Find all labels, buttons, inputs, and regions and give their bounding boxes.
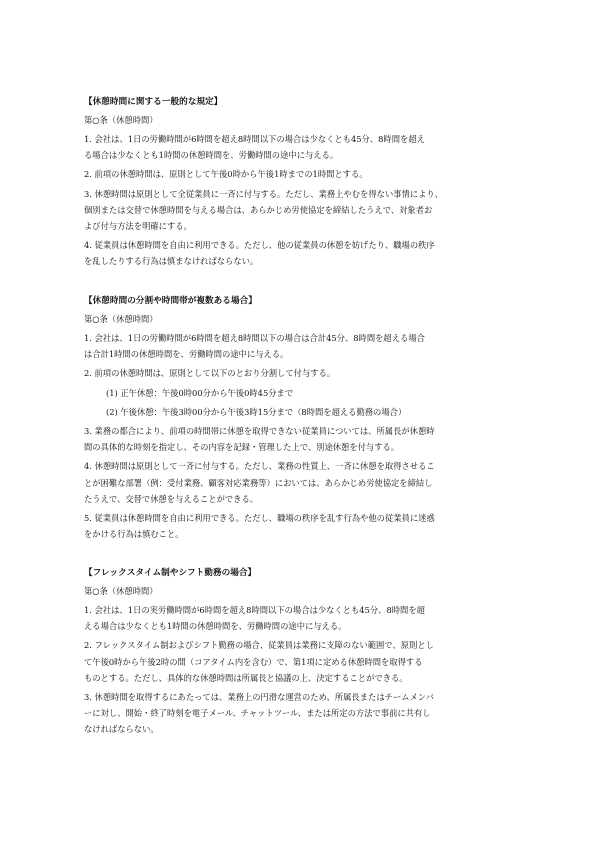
- paragraph-2: [84, 166, 524, 182]
- paragraph-line: 2. フレックスタイム制およびシフト勤務の場合、従業員は業務に支障のない範囲で、原則とし: [84, 640, 434, 651]
- paragraph-line: とが困難な部署（例：受付業務、顧客対応業務等）においては、あらかじめ労使協定を締結し: [84, 477, 433, 488]
- paragraph-line: よび付与方法を明確にする。: [84, 221, 192, 232]
- paragraph-line: 4. 休憩時間は原則として一斉に付与する。ただし、業務の性質上、一斉に休憩を取得させるこ: [84, 461, 435, 472]
- paragraph-line: 5. 従業員は休憩時間を自由に利用できる。ただし、職場の秩序を乱す行為や他の従業員に迷惑: [84, 513, 435, 524]
- section-heading: 【休憩時間の分割や時間帯が複数ある場合】: [84, 296, 257, 306]
- paragraph-line: 2. 前項の休憩時間は、原則として午後0時から午後1時までの1時間とする。: [84, 169, 368, 180]
- section-heading: 【フレックスタイム制やシフト勤務の場合】: [84, 568, 257, 578]
- article-title: 第○条（休憩時間）: [84, 586, 158, 596]
- paragraph-line: て午後0時から午後2時の間（コアタイム内を含む）で、第1項に定める休憩時間を取得する: [84, 656, 423, 667]
- section-flex-shift: [84, 567, 524, 741]
- sub-item-2: (2) 午後休憩：午後3時00分から午後3時15分まで（8時間を超える勤務の場合）: [106, 406, 407, 417]
- paragraph-1: [84, 602, 524, 634]
- paragraph-3: [84, 186, 524, 235]
- sub-item-1: (1) 正午休憩：午後0時00分から午後0時45分まで: [106, 387, 294, 398]
- article-title: 第○条（休憩時間）: [84, 314, 158, 324]
- paragraph-line: 1. 会社は、1日の労働時間が6時間を超え8時間以下の場合は少なくとも45分、8時間を超え: [84, 134, 425, 144]
- paragraph-line: 1. 会社は、1日の労働時間が6時間を超え8時間以下の場合は合計45分、8時間を超える場合: [84, 333, 425, 343]
- section-heading: 【休憩時間に関する一般的な規定】: [84, 97, 223, 107]
- section-general-rules: [84, 96, 524, 273]
- paragraph-line: 個別または交替で休憩時間を与える場合は、あらかじめ労使協定を締結したうえで、対象者お: [84, 204, 433, 215]
- section-split-breaks: [84, 295, 524, 545]
- paragraph-1: [84, 131, 524, 163]
- paragraph-line: 3. 休憩時間は原則として全従業員に一斉に付与する。ただし、業務上やむを得ない事情により、: [84, 188, 444, 199]
- paragraph-1: [84, 330, 524, 362]
- paragraph-3: [84, 423, 524, 455]
- paragraph-3: [84, 689, 524, 738]
- paragraph-line: ものとする。ただし、具体的な休憩時間は所属長と協議の上、決定することができる。: [84, 672, 408, 683]
- paragraph-line: 間の具体的な時刻を指定し、その内容を記録・管理した上で、別途休憩を付与する。: [84, 442, 400, 453]
- paragraph-line: 3. 業務の都合により、前項の時間帯に休憩を取得できない従業員については、所属長が休憩時: [84, 426, 435, 437]
- paragraph-line: 3. 休憩時間を取得するにあたっては、業務上の円滑な運営のため、所属長またはチームメンバ: [84, 692, 434, 703]
- paragraph-line: ーに対し、開始・終了時刻を電子メール、チャットツール、または所定の方法で事前に共有し: [84, 708, 431, 719]
- paragraph-2: [84, 637, 524, 686]
- paragraph-line: 4. 従業員は休憩時間を自由に利用できる。ただし、他の従業員の休憩を妨げたり、職場の秩序: [84, 240, 435, 251]
- paragraph-line: は合計1時間の休憩時間を、労働時間の途中に与える。: [84, 349, 289, 360]
- paragraph-line: 1. 会社は、1日の実労働時間が6時間を超え8時間以下の場合は少なくとも45分、8時間を超: [84, 605, 425, 615]
- paragraph-line: を乱したりする行為は慎まなければならない。: [84, 256, 259, 267]
- paragraph-line: る場合は少なくとも1時間の休憩時間を、労働時間の途中に与える。: [84, 150, 339, 161]
- paragraph-4: [84, 458, 524, 507]
- paragraph-line: える場合は少なくとも1時間の休憩時間を、労働時間の途中に与える。: [84, 621, 347, 632]
- article-title: 第○条（休憩時間）: [84, 115, 158, 125]
- paragraph-line: たうえで、交替で休憩を与えることができる。: [84, 493, 259, 504]
- paragraph-4: [84, 237, 524, 269]
- paragraph-line: をかける行為は慎むこと。: [84, 529, 184, 540]
- paragraph-line: 2. 前項の休憩時間は、原則として以下のとおり分割して付与する。: [84, 368, 336, 379]
- paragraph-line: なければならない。: [84, 724, 159, 735]
- paragraph-5: [84, 510, 524, 542]
- paragraph-2: [84, 365, 524, 381]
